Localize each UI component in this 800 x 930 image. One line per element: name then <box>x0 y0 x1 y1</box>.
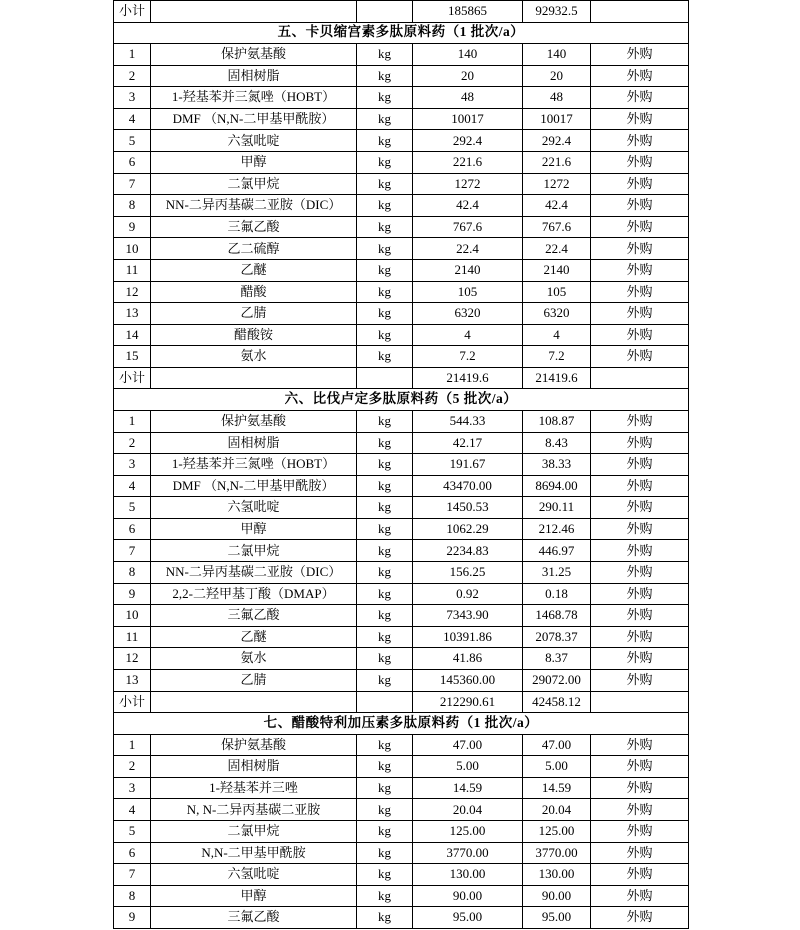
row-number-cell: 15 <box>114 346 151 368</box>
section-header-row <box>114 713 689 735</box>
source-cell: 外购 <box>591 626 689 648</box>
batch-amount-cell: 22.4 <box>523 238 591 260</box>
source-cell: 外购 <box>591 303 689 325</box>
material-name-cell: 甲醇 <box>151 885 357 907</box>
source-cell: 外购 <box>591 324 689 346</box>
material-name-cell: 固相树脂 <box>151 65 357 87</box>
source-cell: 外购 <box>591 346 689 368</box>
source-cell: 外购 <box>591 238 689 260</box>
raw-materials-table <box>113 0 689 929</box>
annual-amount-cell: 1450.53 <box>413 497 523 519</box>
material-row <box>114 518 689 540</box>
material-row <box>114 432 689 454</box>
unit-cell: kg <box>357 65 413 87</box>
subtotal-label-cell: 小计 <box>114 367 151 389</box>
batch-amount-cell: 5.00 <box>523 756 591 778</box>
section-title: 六、比伐卢定多肽原料药（5 批次/a） <box>114 389 689 411</box>
material-name-cell: 醋酸 <box>151 281 357 303</box>
annual-amount-cell: 4 <box>413 324 523 346</box>
material-name-cell: 1-羟基苯并三氮唑（HOBT） <box>151 454 357 476</box>
annual-amount-cell: 7.2 <box>413 346 523 368</box>
unit-cell: kg <box>357 152 413 174</box>
material-row <box>114 583 689 605</box>
material-row <box>114 152 689 174</box>
unit-cell: kg <box>357 777 413 799</box>
material-row <box>114 562 689 584</box>
row-number-cell: 4 <box>114 108 151 130</box>
material-row <box>114 842 689 864</box>
annual-amount-cell: 544.33 <box>413 410 523 432</box>
batch-amount-cell: 290.11 <box>523 497 591 519</box>
batch-amount-cell: 38.33 <box>523 454 591 476</box>
material-row <box>114 475 689 497</box>
batch-amount-cell: 0.18 <box>523 583 591 605</box>
source-cell: 外购 <box>591 65 689 87</box>
subtotal-row <box>114 1 689 23</box>
unit-cell: kg <box>357 756 413 778</box>
annual-amount-cell: 90.00 <box>413 885 523 907</box>
batch-amount-cell: 1272 <box>523 173 591 195</box>
annual-amount-cell: 48 <box>413 87 523 109</box>
material-row <box>114 195 689 217</box>
unit-cell: kg <box>357 130 413 152</box>
row-number-cell: 9 <box>114 216 151 238</box>
annual-amount-cell: 156.25 <box>413 562 523 584</box>
annual-amount-cell: 6320 <box>413 303 523 325</box>
material-name-cell: 1-羟基苯并三唑 <box>151 777 357 799</box>
batch-amount-cell: 140 <box>523 44 591 66</box>
row-number-cell: 7 <box>114 540 151 562</box>
material-name-cell: N, N-二异丙基碳二亚胺 <box>151 799 357 821</box>
batch-amount-cell: 108.87 <box>523 410 591 432</box>
source-cell: 外购 <box>591 756 689 778</box>
batch-amount-cell: 221.6 <box>523 152 591 174</box>
unit-cell: kg <box>357 518 413 540</box>
source-cell <box>591 1 689 23</box>
annual-amount-cell: 221.6 <box>413 152 523 174</box>
annual-amount-cell: 3770.00 <box>413 842 523 864</box>
material-name-cell: 六氢吡啶 <box>151 864 357 886</box>
row-number-cell: 11 <box>114 626 151 648</box>
batch-amount-cell: 212.46 <box>523 518 591 540</box>
subtotal-batch-cell: 92932.5 <box>523 1 591 23</box>
batch-amount-cell: 42.4 <box>523 195 591 217</box>
material-name-cell: 二氯甲烷 <box>151 540 357 562</box>
annual-amount-cell: 14.59 <box>413 777 523 799</box>
material-name-cell: 保护氨基酸 <box>151 44 357 66</box>
batch-amount-cell: 8.37 <box>523 648 591 670</box>
source-cell: 外购 <box>591 281 689 303</box>
batch-amount-cell: 31.25 <box>523 562 591 584</box>
annual-amount-cell: 1272 <box>413 173 523 195</box>
batch-amount-cell: 292.4 <box>523 130 591 152</box>
material-name-cell: 乙腈 <box>151 303 357 325</box>
batch-amount-cell: 130.00 <box>523 864 591 886</box>
row-number-cell: 8 <box>114 562 151 584</box>
row-number-cell: 12 <box>114 281 151 303</box>
row-number-cell: 1 <box>114 734 151 756</box>
material-name-cell: NN-二异丙基碳二亚胺（DIC） <box>151 195 357 217</box>
row-number-cell: 3 <box>114 87 151 109</box>
row-number-cell: 10 <box>114 605 151 627</box>
annual-amount-cell: 7343.90 <box>413 605 523 627</box>
unit-cell: kg <box>357 432 413 454</box>
table-body <box>114 1 689 929</box>
material-row <box>114 799 689 821</box>
material-row <box>114 259 689 281</box>
material-row <box>114 885 689 907</box>
unit-cell: kg <box>357 346 413 368</box>
material-row <box>114 216 689 238</box>
row-number-cell: 1 <box>114 44 151 66</box>
row-number-cell: 12 <box>114 648 151 670</box>
unit-cell: kg <box>357 259 413 281</box>
subtotal-batch-cell: 42458.12 <box>523 691 591 713</box>
annual-amount-cell: 47.00 <box>413 734 523 756</box>
annual-amount-cell: 20 <box>413 65 523 87</box>
material-row <box>114 87 689 109</box>
source-cell: 外购 <box>591 605 689 627</box>
material-name-cell: DMF （N,N-二甲基甲酰胺） <box>151 475 357 497</box>
subtotal-label-cell: 小计 <box>114 1 151 23</box>
annual-amount-cell: 10391.86 <box>413 626 523 648</box>
material-name-cell <box>151 367 357 389</box>
material-name-cell: 甲醇 <box>151 518 357 540</box>
section-header-row <box>114 22 689 44</box>
unit-cell: kg <box>357 540 413 562</box>
source-cell: 外购 <box>591 864 689 886</box>
batch-amount-cell: 446.97 <box>523 540 591 562</box>
annual-amount-cell: 292.4 <box>413 130 523 152</box>
material-row <box>114 410 689 432</box>
batch-amount-cell: 8.43 <box>523 432 591 454</box>
material-row <box>114 540 689 562</box>
batch-amount-cell: 47.00 <box>523 734 591 756</box>
unit-cell: kg <box>357 842 413 864</box>
batch-amount-cell: 20 <box>523 65 591 87</box>
subtotal-row <box>114 367 689 389</box>
material-name-cell: 三氟乙酸 <box>151 216 357 238</box>
unit-cell: kg <box>357 87 413 109</box>
material-name-cell: 二氯甲烷 <box>151 820 357 842</box>
material-row <box>114 756 689 778</box>
unit-cell: kg <box>357 173 413 195</box>
annual-amount-cell: 191.67 <box>413 454 523 476</box>
batch-amount-cell: 2140 <box>523 259 591 281</box>
source-cell: 外购 <box>591 130 689 152</box>
unit-cell <box>357 691 413 713</box>
unit-cell: kg <box>357 303 413 325</box>
batch-amount-cell: 8694.00 <box>523 475 591 497</box>
source-cell: 外购 <box>591 540 689 562</box>
row-number-cell: 1 <box>114 410 151 432</box>
section-title: 五、卡贝缩宫素多肽原料药（1 批次/a） <box>114 22 689 44</box>
batch-amount-cell: 125.00 <box>523 820 591 842</box>
material-row <box>114 130 689 152</box>
source-cell: 外购 <box>591 669 689 691</box>
material-row <box>114 303 689 325</box>
material-name-cell: 二氯甲烷 <box>151 173 357 195</box>
subtotal-annual-cell: 185865 <box>413 1 523 23</box>
material-name-cell: 三氟乙酸 <box>151 907 357 929</box>
source-cell: 外购 <box>591 216 689 238</box>
material-row <box>114 777 689 799</box>
material-name-cell: DMF （N,N-二甲基甲酰胺） <box>151 108 357 130</box>
source-cell: 外购 <box>591 173 689 195</box>
material-row <box>114 864 689 886</box>
subtotal-row <box>114 691 689 713</box>
material-row <box>114 108 689 130</box>
row-number-cell: 8 <box>114 885 151 907</box>
annual-amount-cell: 2234.83 <box>413 540 523 562</box>
unit-cell: kg <box>357 669 413 691</box>
material-name-cell: 固相树脂 <box>151 432 357 454</box>
row-number-cell: 6 <box>114 152 151 174</box>
material-name-cell: 醋酸铵 <box>151 324 357 346</box>
material-row <box>114 820 689 842</box>
batch-amount-cell: 767.6 <box>523 216 591 238</box>
material-name-cell: 保护氨基酸 <box>151 410 357 432</box>
unit-cell <box>357 1 413 23</box>
batch-amount-cell: 29072.00 <box>523 669 591 691</box>
material-name-cell: 乙腈 <box>151 669 357 691</box>
source-cell: 外购 <box>591 259 689 281</box>
annual-amount-cell: 0.92 <box>413 583 523 605</box>
annual-amount-cell: 140 <box>413 44 523 66</box>
batch-amount-cell: 95.00 <box>523 907 591 929</box>
source-cell: 外购 <box>591 583 689 605</box>
row-number-cell: 5 <box>114 130 151 152</box>
material-name-cell: 氨水 <box>151 648 357 670</box>
unit-cell: kg <box>357 583 413 605</box>
batch-amount-cell: 10017 <box>523 108 591 130</box>
row-number-cell: 13 <box>114 669 151 691</box>
source-cell: 外购 <box>591 195 689 217</box>
material-name-cell: 乙醚 <box>151 259 357 281</box>
annual-amount-cell: 2140 <box>413 259 523 281</box>
batch-amount-cell: 6320 <box>523 303 591 325</box>
source-cell: 外购 <box>591 820 689 842</box>
material-name-cell: NN-二异丙基碳二亚胺（DIC） <box>151 562 357 584</box>
material-row <box>114 907 689 929</box>
material-row <box>114 324 689 346</box>
row-number-cell: 2 <box>114 756 151 778</box>
material-row <box>114 648 689 670</box>
row-number-cell: 3 <box>114 454 151 476</box>
source-cell: 外购 <box>591 44 689 66</box>
annual-amount-cell: 41.86 <box>413 648 523 670</box>
row-number-cell: 4 <box>114 475 151 497</box>
material-name-cell: 保护氨基酸 <box>151 734 357 756</box>
unit-cell: kg <box>357 454 413 476</box>
batch-amount-cell: 2078.37 <box>523 626 591 648</box>
source-cell: 外购 <box>591 475 689 497</box>
material-name-cell: 2,2-二羟甲基丁酸（DMAP） <box>151 583 357 605</box>
source-cell: 外购 <box>591 87 689 109</box>
material-name-cell: 固相树脂 <box>151 756 357 778</box>
material-name-cell <box>151 691 357 713</box>
row-number-cell: 9 <box>114 583 151 605</box>
unit-cell: kg <box>357 820 413 842</box>
row-number-cell: 6 <box>114 518 151 540</box>
unit-cell: kg <box>357 907 413 929</box>
material-name-cell: 氨水 <box>151 346 357 368</box>
source-cell: 外购 <box>591 648 689 670</box>
unit-cell: kg <box>357 195 413 217</box>
material-row <box>114 734 689 756</box>
unit-cell: kg <box>357 238 413 260</box>
batch-amount-cell: 14.59 <box>523 777 591 799</box>
row-number-cell: 9 <box>114 907 151 929</box>
subtotal-label-cell: 小计 <box>114 691 151 713</box>
source-cell <box>591 691 689 713</box>
material-name-cell <box>151 1 357 23</box>
unit-cell <box>357 367 413 389</box>
unit-cell: kg <box>357 216 413 238</box>
row-number-cell: 7 <box>114 173 151 195</box>
batch-amount-cell: 3770.00 <box>523 842 591 864</box>
source-cell: 外购 <box>591 454 689 476</box>
unit-cell: kg <box>357 497 413 519</box>
row-number-cell: 2 <box>114 65 151 87</box>
section-title: 七、醋酸特利加压素多肽原料药（1 批次/a） <box>114 713 689 735</box>
material-row <box>114 605 689 627</box>
material-row <box>114 454 689 476</box>
source-cell: 外购 <box>591 432 689 454</box>
material-row <box>114 626 689 648</box>
source-cell: 外购 <box>591 518 689 540</box>
unit-cell: kg <box>357 562 413 584</box>
batch-amount-cell: 105 <box>523 281 591 303</box>
source-cell: 外购 <box>591 108 689 130</box>
row-number-cell: 14 <box>114 324 151 346</box>
material-row <box>114 44 689 66</box>
unit-cell: kg <box>357 108 413 130</box>
source-cell: 外购 <box>591 799 689 821</box>
unit-cell: kg <box>357 626 413 648</box>
annual-amount-cell: 767.6 <box>413 216 523 238</box>
material-name-cell: 甲醇 <box>151 152 357 174</box>
annual-amount-cell: 130.00 <box>413 864 523 886</box>
material-name-cell: 六氢吡啶 <box>151 130 357 152</box>
annual-amount-cell: 10017 <box>413 108 523 130</box>
material-row <box>114 281 689 303</box>
annual-amount-cell: 125.00 <box>413 820 523 842</box>
source-cell <box>591 367 689 389</box>
unit-cell: kg <box>357 734 413 756</box>
subtotal-batch-cell: 21419.6 <box>523 367 591 389</box>
unit-cell: kg <box>357 410 413 432</box>
material-name-cell: 乙二硫醇 <box>151 238 357 260</box>
annual-amount-cell: 42.4 <box>413 195 523 217</box>
source-cell: 外购 <box>591 152 689 174</box>
subtotal-annual-cell: 21419.6 <box>413 367 523 389</box>
row-number-cell: 10 <box>114 238 151 260</box>
annual-amount-cell: 22.4 <box>413 238 523 260</box>
source-cell: 外购 <box>591 734 689 756</box>
unit-cell: kg <box>357 324 413 346</box>
source-cell: 外购 <box>591 907 689 929</box>
material-row <box>114 238 689 260</box>
unit-cell: kg <box>357 864 413 886</box>
unit-cell: kg <box>357 605 413 627</box>
row-number-cell: 4 <box>114 799 151 821</box>
material-row <box>114 346 689 368</box>
batch-amount-cell: 7.2 <box>523 346 591 368</box>
unit-cell: kg <box>357 44 413 66</box>
row-number-cell: 8 <box>114 195 151 217</box>
unit-cell: kg <box>357 885 413 907</box>
section-header-row <box>114 389 689 411</box>
source-cell: 外购 <box>591 562 689 584</box>
material-row <box>114 497 689 519</box>
annual-amount-cell: 20.04 <box>413 799 523 821</box>
material-name-cell: 乙醚 <box>151 626 357 648</box>
unit-cell: kg <box>357 648 413 670</box>
material-name-cell: 六氢吡啶 <box>151 497 357 519</box>
subtotal-annual-cell: 212290.61 <box>413 691 523 713</box>
unit-cell: kg <box>357 281 413 303</box>
source-cell: 外购 <box>591 777 689 799</box>
annual-amount-cell: 43470.00 <box>413 475 523 497</box>
unit-cell: kg <box>357 799 413 821</box>
row-number-cell: 5 <box>114 820 151 842</box>
unit-cell: kg <box>357 475 413 497</box>
row-number-cell: 2 <box>114 432 151 454</box>
annual-amount-cell: 95.00 <box>413 907 523 929</box>
row-number-cell: 7 <box>114 864 151 886</box>
source-cell: 外购 <box>591 410 689 432</box>
source-cell: 外购 <box>591 885 689 907</box>
row-number-cell: 13 <box>114 303 151 325</box>
row-number-cell: 6 <box>114 842 151 864</box>
batch-amount-cell: 48 <box>523 87 591 109</box>
material-name-cell: 1-羟基苯并三氮唑（HOBT） <box>151 87 357 109</box>
annual-amount-cell: 5.00 <box>413 756 523 778</box>
batch-amount-cell: 1468.78 <box>523 605 591 627</box>
annual-amount-cell: 145360.00 <box>413 669 523 691</box>
batch-amount-cell: 20.04 <box>523 799 591 821</box>
row-number-cell: 5 <box>114 497 151 519</box>
batch-amount-cell: 90.00 <box>523 885 591 907</box>
material-name-cell: N,N-二甲基甲酰胺 <box>151 842 357 864</box>
annual-amount-cell: 42.17 <box>413 432 523 454</box>
material-row <box>114 173 689 195</box>
batch-amount-cell: 4 <box>523 324 591 346</box>
row-number-cell: 11 <box>114 259 151 281</box>
source-cell: 外购 <box>591 497 689 519</box>
source-cell: 外购 <box>591 842 689 864</box>
annual-amount-cell: 105 <box>413 281 523 303</box>
annual-amount-cell: 1062.29 <box>413 518 523 540</box>
material-name-cell: 三氟乙酸 <box>151 605 357 627</box>
material-row <box>114 669 689 691</box>
material-row <box>114 65 689 87</box>
row-number-cell: 3 <box>114 777 151 799</box>
